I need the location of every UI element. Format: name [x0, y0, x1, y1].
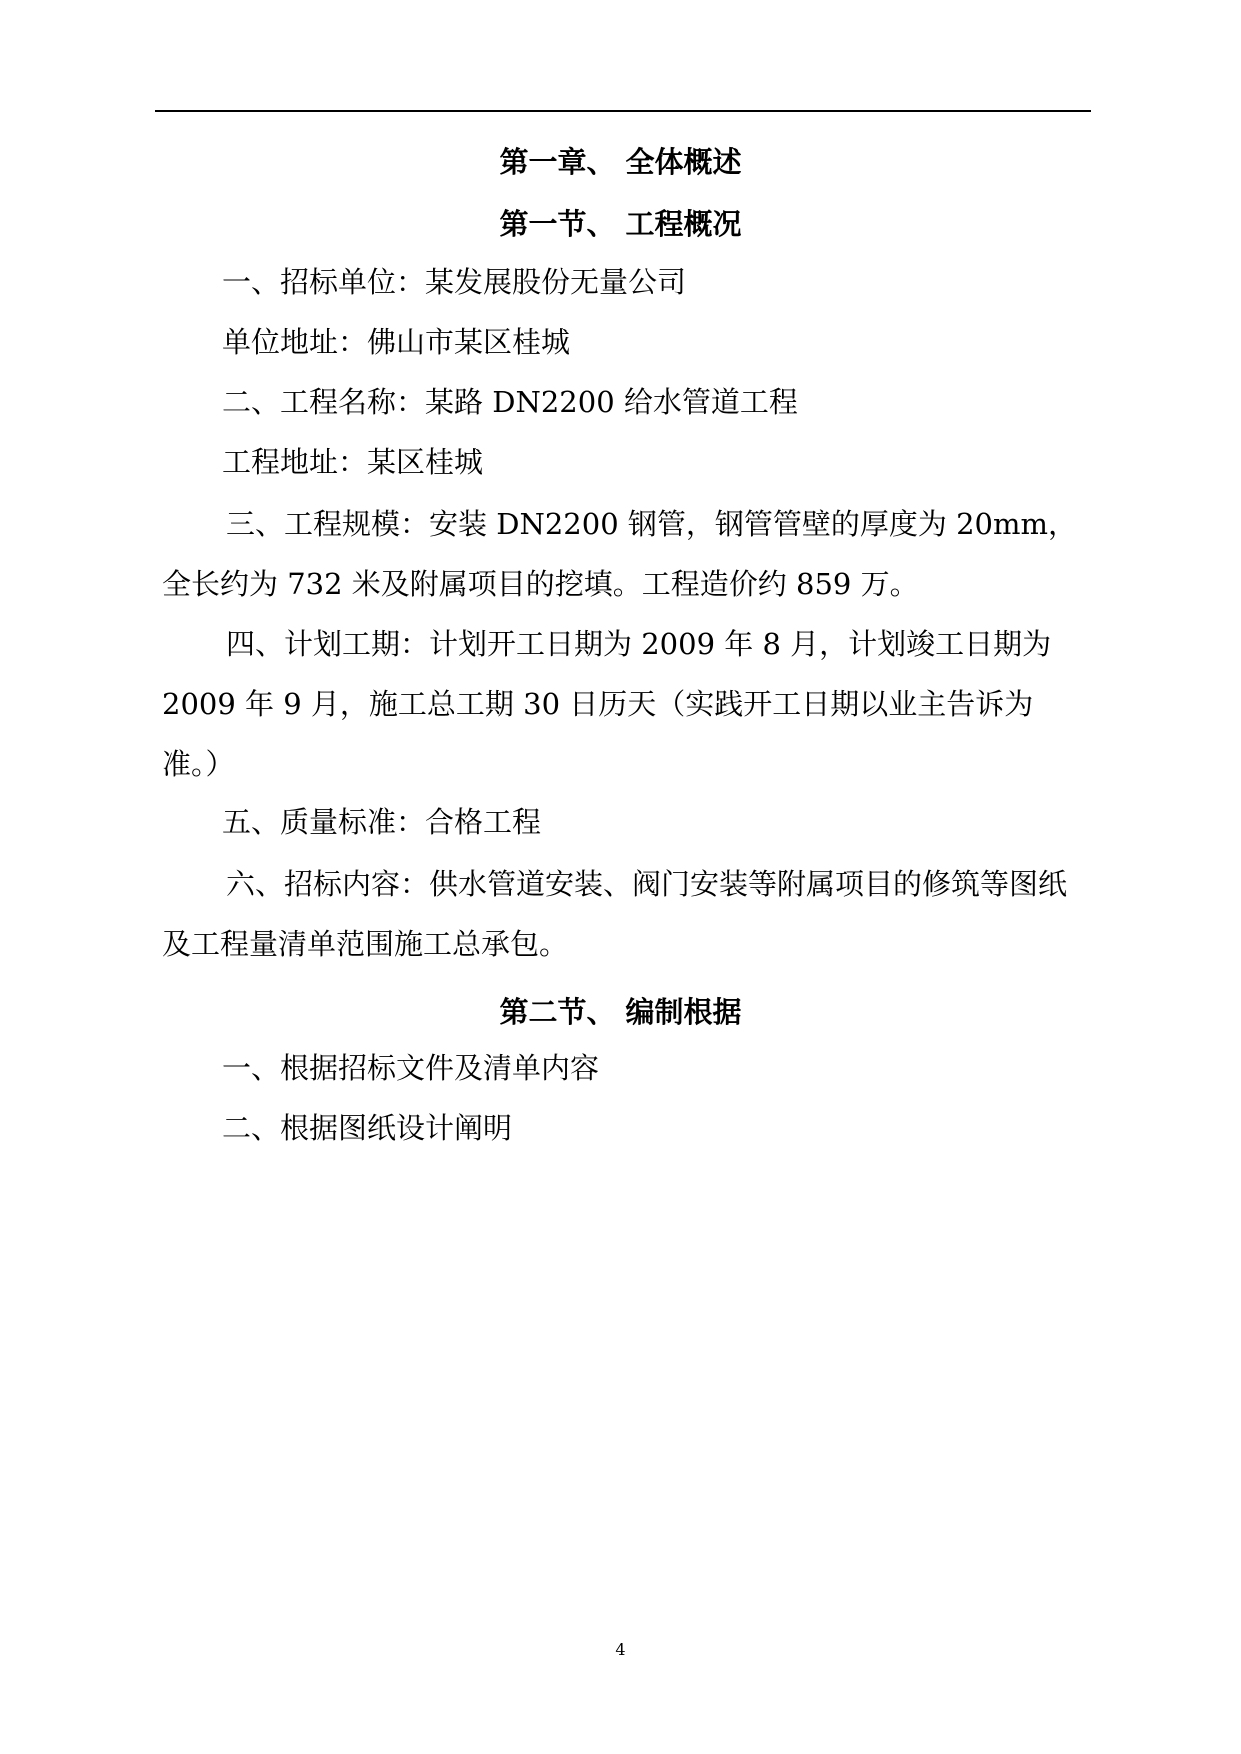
- item-project-name: 二、工程名称：某路 DN2200 给水管道工程: [222, 385, 798, 419]
- item-bidder-address: 单位地址：佛山市某区桂城: [222, 325, 571, 359]
- page-number: 4: [615, 1640, 626, 1659]
- item-project-address: 工程地址：某区桂城: [222, 445, 484, 479]
- item-schedule: 四、计划工期：计划开工日期为 2009 年 8 月，计划竣工日期为 2009 年 9 月，施工总工期 30 日历天（实践开工日期以业主告诉为准。）: [162, 627, 1052, 781]
- section-title-1: 第一节、 工程概况: [499, 207, 742, 241]
- header-rule: [155, 110, 1091, 112]
- section-title-2: 第二节、 编制根据: [499, 995, 742, 1029]
- item-quality: 五、质量标准：合格工程: [222, 805, 542, 839]
- basis-item-1: 一、根据招标文件及清单内容: [222, 1051, 600, 1085]
- basis-item-2: 二、根据图纸设计阐明: [222, 1111, 513, 1145]
- item-scale: 三、工程规模：安装 DN2200 钢管，钢管管壁的厚度为 20mm，全长约为 732 米及附属项目的挖填。工程造价约 859 万。: [162, 507, 1077, 601]
- item-scope: 六、招标内容：供水管道安装、阀门安装等附属项目的修筑等图纸及工程量清单范围施工总承包。: [162, 867, 1068, 961]
- item-bidder: 一、招标单位：某发展股份无量公司: [222, 265, 687, 299]
- chapter-title: 第一章、 全体概述: [499, 145, 742, 179]
